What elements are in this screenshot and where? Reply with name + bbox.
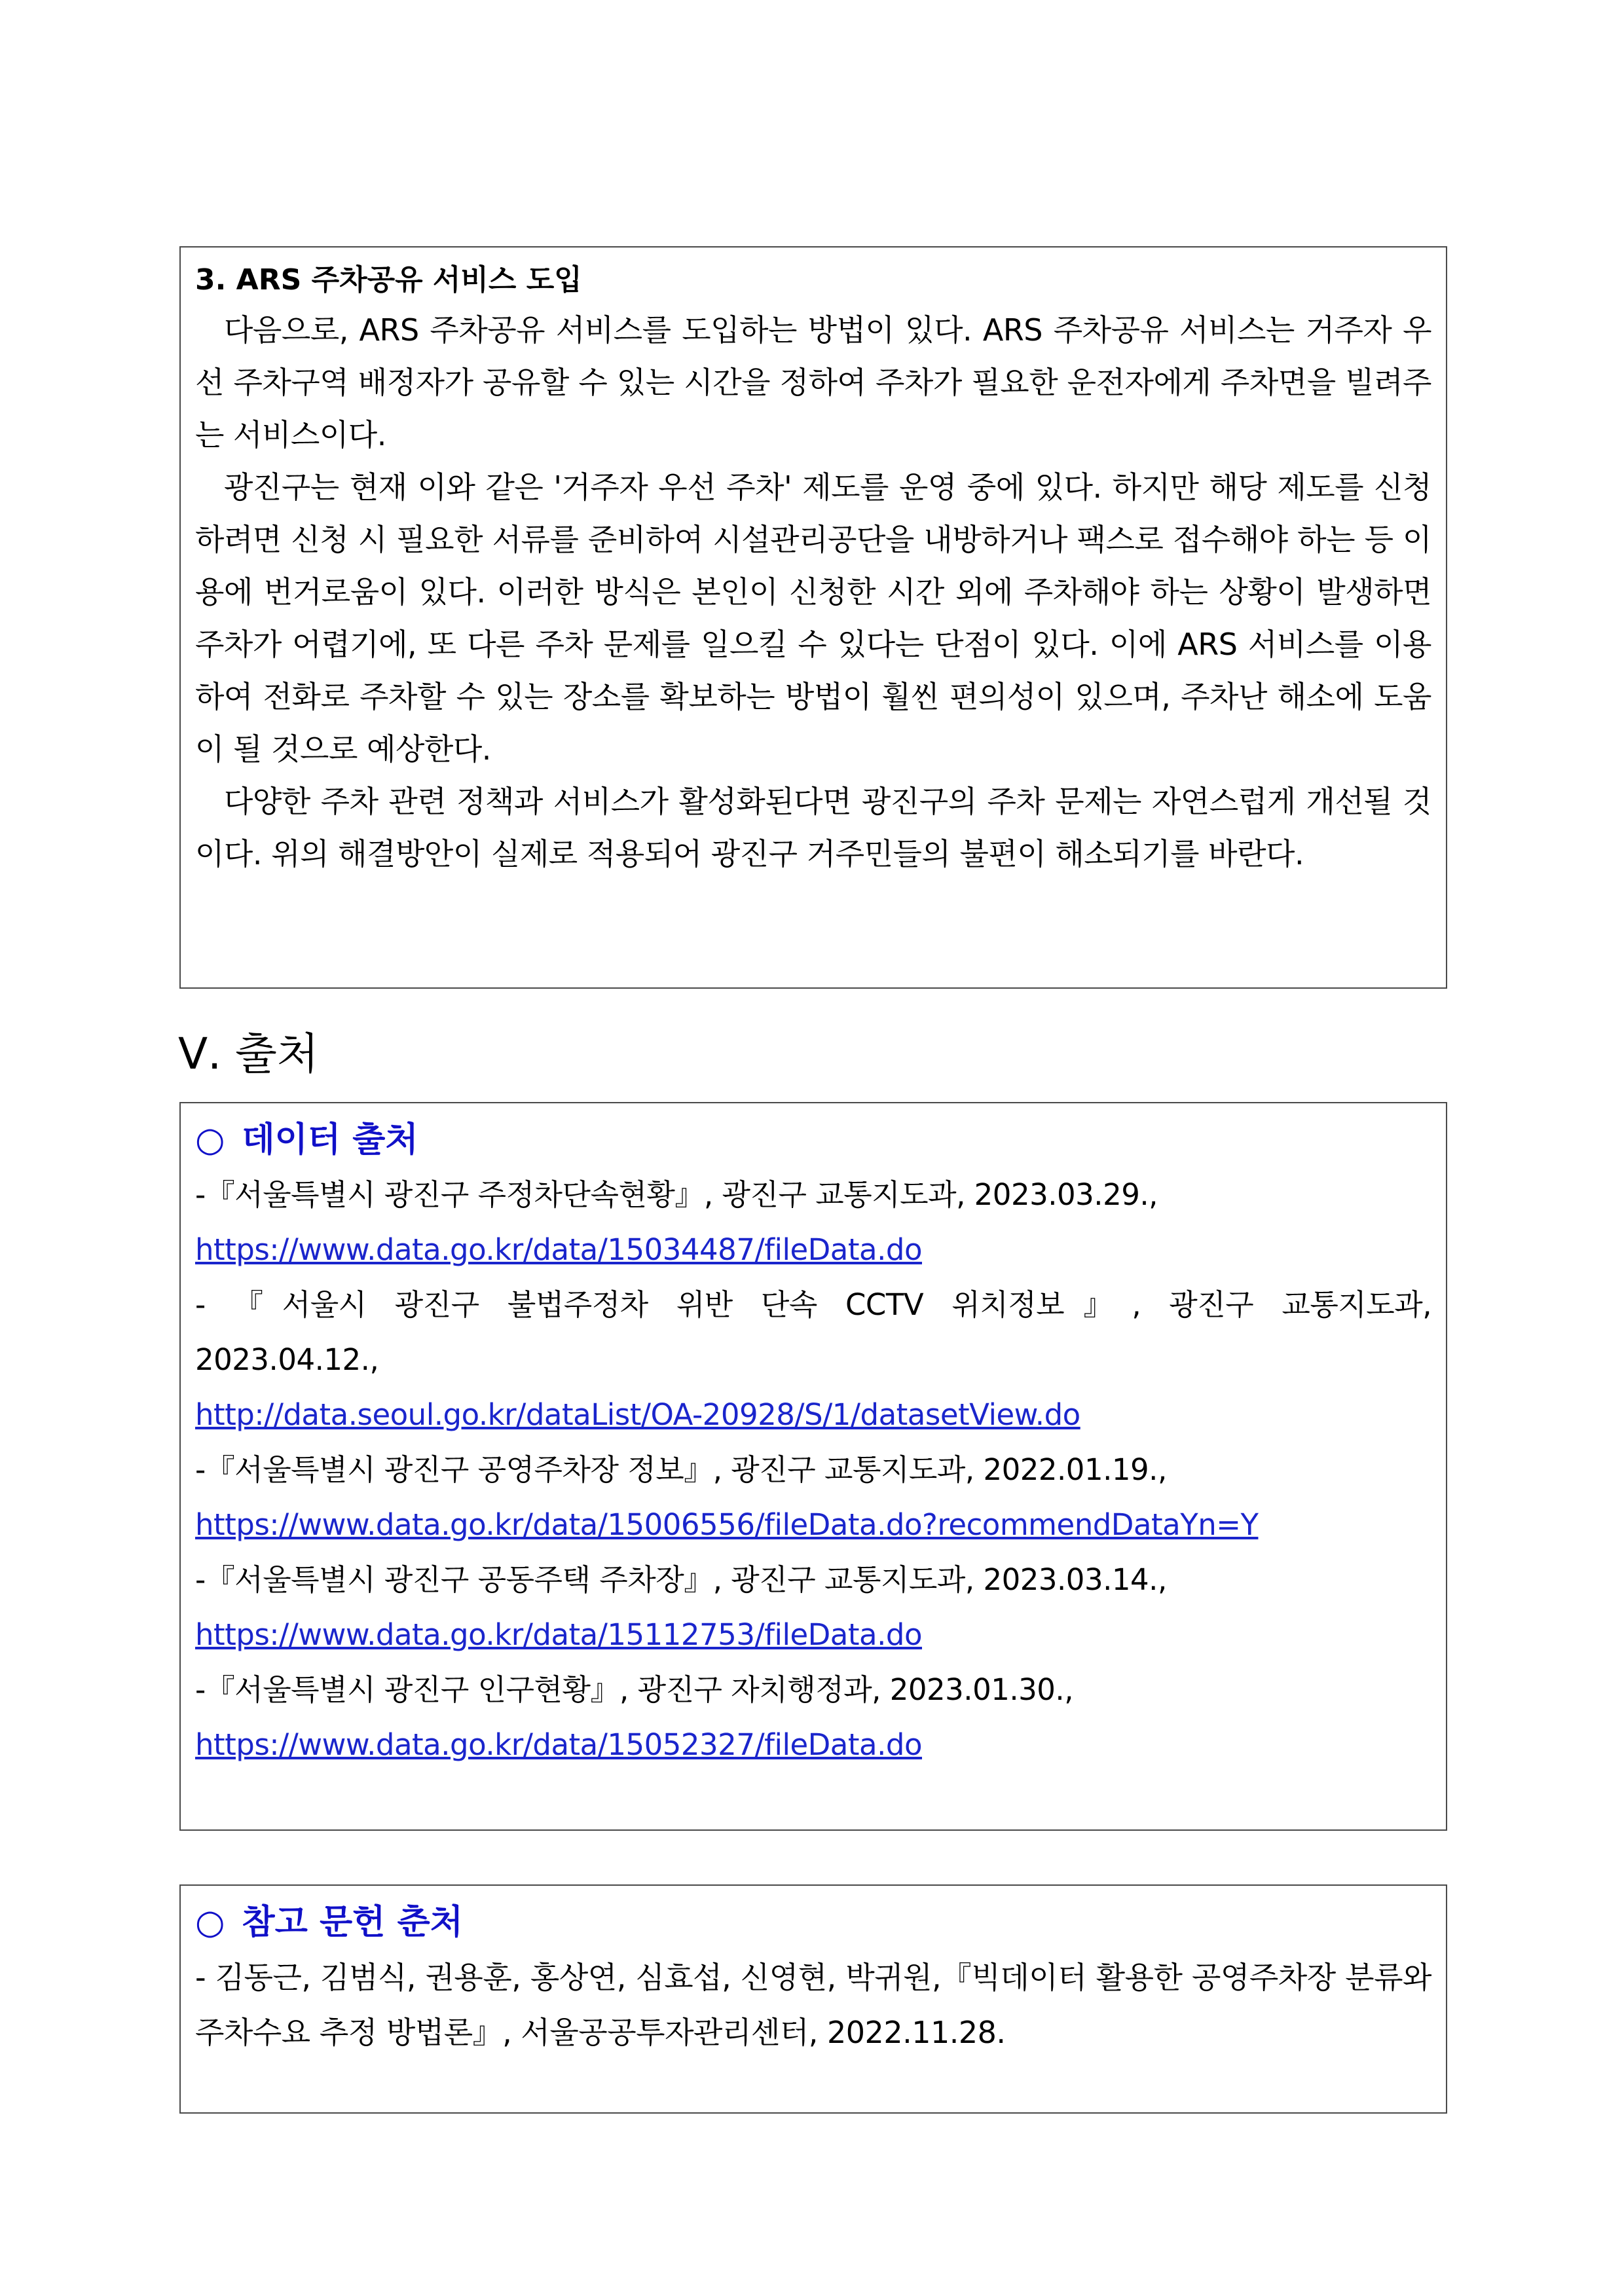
circle-marker-icon: ○ (195, 1903, 225, 1942)
section-3-box (179, 246, 1447, 989)
source-item-3-link[interactable]: https://www.data.go.kr/data/15006556/fileData.do?recommendDataYn=Y (195, 1507, 1259, 1542)
literature-box (179, 1884, 1447, 2114)
source-item-4-link[interactable]: https://www.data.go.kr/data/15112753/fileData.do (195, 1617, 922, 1652)
data-sources-title (195, 1112, 1431, 1167)
section-5-heading: Ⅴ. 출처 (178, 1029, 319, 1079)
literature-title (195, 1895, 1431, 1950)
section-3-paragraph-1: 다음으로, ARS 주차공유 서비스를 도입하는 방법이 있다. ARS 주차공유 서비스는 거주자 우선 주차구역 배정자가 공유할 수 있는 시간을 정하여 주차가 필요한 운전자에게 주차면을 빌려주는 서비스이다. (195, 312, 1431, 452)
source-item-2-text: - 『서울시 광진구 불법주정차 위반 단속 CCTV 위치정보』, 광진구 교통지도과, (195, 1287, 1431, 1322)
data-sources-title-text: 데이터 출처 (242, 1120, 418, 1160)
data-sources-box (179, 1102, 1447, 1831)
section-3-paragraph-2: 광진구는 현재 이와 같은 '거주자 우선 주차' 제도를 운영 중에 있다. 하지만 해당 제도를 신청하려면 신청 시 필요한 서류를 준비하여 시설관리공단을 내방하거나 팩스로 접수해야 하는 등 이용에 번거로움이 있다. 이러한 방식은 본인이 신청한 시간 외에 주차해야 하는 상황이 발생하면 주차가 어렵기에, 또 다른 주차 문제를 일으킬 수 있다는 단점이 있다. 이에 ARS 서비스를 이용하여 전화로 주차할 수 있는 장소를 확보하는 방법이 훨씬 편의성이 있으며, 주차난 해소에 도움이 될 것으로 예상한다. (195, 469, 1431, 767)
source-item-2-date: 2023.04.12., (195, 1342, 379, 1377)
source-item-2-link[interactable]: http://data.seoul.go.kr/dataList/OA-20928/S/1/datasetView.do (195, 1397, 1080, 1432)
source-item-5-link[interactable]: https://www.data.go.kr/data/15052327/fileData.do (195, 1727, 922, 1762)
section-3-title: 3. ARS 주차공유 서비스 도입 (195, 263, 582, 297)
circle-marker-icon: ○ (195, 1120, 225, 1160)
source-item-3-text: -『서울특별시 광진구 공영주차장 정보』, 광진구 교통지도과, 2022.01.19., (195, 1452, 1167, 1487)
literature-title-text: 참고 문헌 춘처 (242, 1903, 463, 1942)
literature-item: - 김동근, 김범식, 권용훈, 홍상연, 심효섭, 신영현, 박귀원,『빅데이터 활용한 공영주차장 분류와 주차수요 추정 방법론』, 서울공공투자관리센터, 2022.11.28. (195, 1960, 1431, 2050)
source-item-1-text: -『서울특별시 광진구 주정차단속현황』, 광진구 교통지도과, 2023.03.29., (195, 1177, 1158, 1212)
source-item-4-text: -『서울특별시 광진구 공동주택 주차장』, 광진구 교통지도과, 2023.03.14., (195, 1562, 1167, 1597)
section-3-paragraph-3: 다양한 주차 관련 정책과 서비스가 활성화된다면 광진구의 주차 문제는 자연스럽게 개선될 것이다. 위의 해결방안이 실제로 적용되어 광진구 거주민들의 불편이 해소되기를 바란다. (195, 784, 1431, 872)
source-item-1-link[interactable]: https://www.data.go.kr/data/15034487/fileData.do (195, 1232, 922, 1267)
source-item-5-text: -『서울특별시 광진구 인구현황』, 광진구 자치행정과, 2023.01.30., (195, 1672, 1074, 1707)
